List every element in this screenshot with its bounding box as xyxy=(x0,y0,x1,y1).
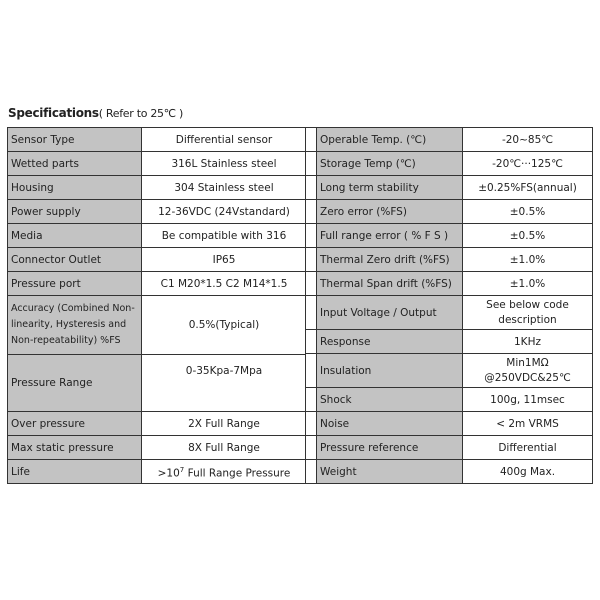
life-suffix: Full Range Pressure xyxy=(184,467,291,480)
spec-label: Max static pressure xyxy=(8,436,142,460)
spec-value: 400g Max. xyxy=(463,460,593,484)
table-row xyxy=(8,224,307,248)
spec-value: 8X Full Range xyxy=(142,436,307,460)
table-row xyxy=(8,436,307,460)
spacer-cell xyxy=(306,128,317,152)
table-row xyxy=(306,436,593,460)
spec-label: Accuracy (Combined Non-linearity, Hysteresis and Non-repeatability) %FS xyxy=(8,296,142,355)
spec-value: 316L Stainless steel xyxy=(142,152,307,176)
spec-label: Thermal Zero drift (%FS) xyxy=(317,248,463,272)
table-row xyxy=(8,272,307,296)
spec-value: See below code description xyxy=(463,296,593,330)
table-row xyxy=(8,460,307,484)
spec-label: Weight xyxy=(317,460,463,484)
table-row xyxy=(8,248,307,272)
specifications-title xyxy=(8,106,183,120)
spacer-cell xyxy=(306,272,317,296)
spec-value: IP65 xyxy=(142,248,307,272)
spec-label: Pressure reference xyxy=(317,436,463,460)
table-row xyxy=(8,176,307,200)
spec-label: Connector Outlet xyxy=(8,248,142,272)
spec-value: 100g, 11msec xyxy=(463,388,593,412)
table-row xyxy=(306,200,593,224)
table-row xyxy=(306,388,593,412)
spec-label: Pressure Range xyxy=(8,355,142,412)
spec-value xyxy=(142,460,307,484)
spacer-cell xyxy=(306,296,317,330)
spec-value: ±0.5% xyxy=(463,200,593,224)
specs-table-right xyxy=(305,127,593,484)
spec-value: Differential xyxy=(463,436,593,460)
table-row xyxy=(8,412,307,436)
spec-value: 0-35Kpa-7Mpa xyxy=(142,355,307,412)
spec-value: ±1.0% xyxy=(463,248,593,272)
table-row xyxy=(306,152,593,176)
spec-value: 0.5%(Typical) xyxy=(142,296,307,355)
title-sub: ( Refer to 25℃ ) xyxy=(98,107,183,120)
spacer-cell xyxy=(306,354,317,388)
title-main: Specifications xyxy=(8,106,99,120)
spec-label: Housing xyxy=(8,176,142,200)
table-row xyxy=(8,128,307,152)
spec-label: Thermal Span drift (%FS) xyxy=(317,272,463,296)
spec-value: ±1.0% xyxy=(463,272,593,296)
spec-label: Input Voltage / Output xyxy=(317,296,463,330)
spacer-cell xyxy=(306,436,317,460)
spacer-cell xyxy=(306,248,317,272)
spec-label: Response xyxy=(317,330,463,354)
spacer-cell xyxy=(306,412,317,436)
spec-label: Sensor Type xyxy=(8,128,142,152)
spec-value: Differential sensor xyxy=(142,128,307,152)
spec-label: Noise xyxy=(317,412,463,436)
spec-value: < 2m VRMS xyxy=(463,412,593,436)
table-row xyxy=(306,224,593,248)
spacer-cell xyxy=(306,176,317,200)
spec-label: Zero error (%FS) xyxy=(317,200,463,224)
spacer-cell xyxy=(306,200,317,224)
spec-label: Wetted parts xyxy=(8,152,142,176)
spec-value: Be compatible with 316 xyxy=(142,224,307,248)
life-exponent: 7 xyxy=(179,465,185,474)
table-row xyxy=(8,200,307,224)
spec-label: Insulation xyxy=(317,354,463,388)
spacer-cell xyxy=(306,152,317,176)
spec-label: Operable Temp. (℃) xyxy=(317,128,463,152)
spec-value: Min1MΩ @250VDC&25℃ xyxy=(463,354,593,388)
table-row xyxy=(306,128,593,152)
table-row xyxy=(306,296,593,330)
spec-label: Media xyxy=(8,224,142,248)
spec-value: 2X Full Range xyxy=(142,412,307,436)
specs-table-left xyxy=(7,127,307,484)
table-row xyxy=(306,330,593,354)
table-row xyxy=(8,152,307,176)
spec-label: Over pressure xyxy=(8,412,142,436)
table-row xyxy=(306,176,593,200)
spec-label: Full range error ( % F S ) xyxy=(317,224,463,248)
spec-label: Storage Temp (℃) xyxy=(317,152,463,176)
spec-label: Long term stability xyxy=(317,176,463,200)
spec-label: Life xyxy=(8,460,142,484)
table-row xyxy=(306,354,593,388)
table-row xyxy=(306,460,593,484)
spec-value: C1 M20*1.5 C2 M14*1.5 xyxy=(142,272,307,296)
spacer-cell xyxy=(306,460,317,484)
spec-label: Pressure port xyxy=(8,272,142,296)
spec-value: ±0.25%FS(annual) xyxy=(463,176,593,200)
spec-value: -20℃···125℃ xyxy=(463,152,593,176)
spacer-cell xyxy=(306,330,317,354)
table-row xyxy=(306,272,593,296)
spacer-cell xyxy=(306,388,317,412)
spacer-cell xyxy=(306,224,317,248)
table-row xyxy=(8,355,307,412)
spec-label: Shock xyxy=(317,388,463,412)
life-prefix: >10 xyxy=(157,467,180,480)
table-row xyxy=(306,412,593,436)
spec-value: 12-36VDC (24Vstandard) xyxy=(142,200,307,224)
spec-value: -20~85℃ xyxy=(463,128,593,152)
spec-value: 1KHz xyxy=(463,330,593,354)
table-row xyxy=(8,296,307,355)
spec-label: Power supply xyxy=(8,200,142,224)
spec-value: ±0.5% xyxy=(463,224,593,248)
spec-value: 304 Stainless steel xyxy=(142,176,307,200)
table-row xyxy=(306,248,593,272)
